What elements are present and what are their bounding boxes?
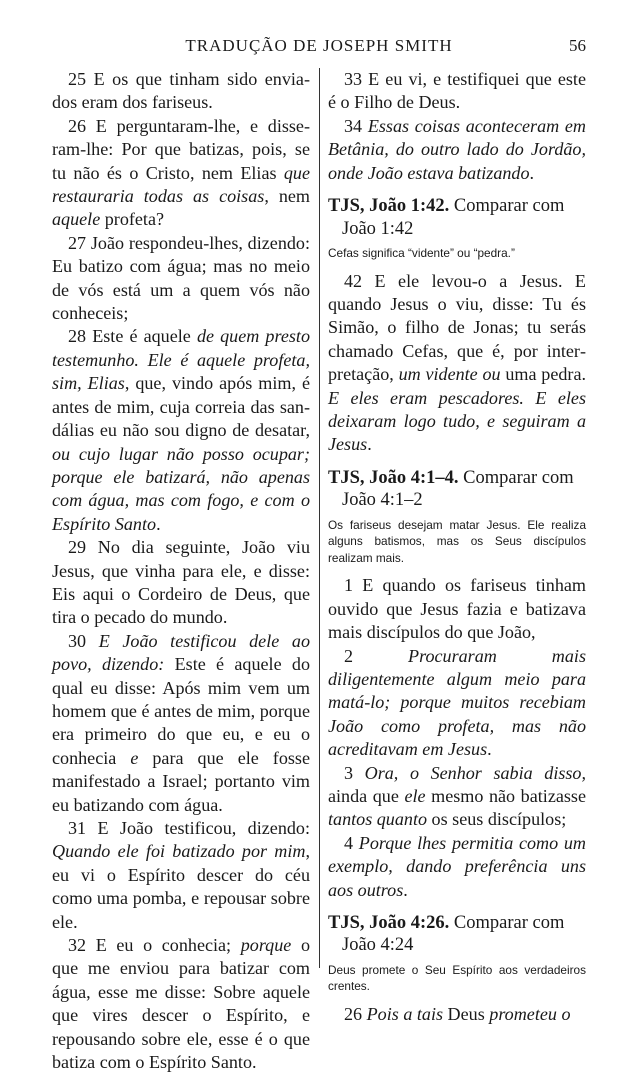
italic-text: E João testificou dele ao povo, dizendo: (52, 630, 310, 675)
italic-text: Ora, o Senhor sabia disso, (364, 762, 586, 783)
verse-paragraph (328, 762, 586, 832)
verse-paragraph (328, 574, 586, 644)
text: 29 No dia seguinte, João viu Jesus, que vinha para ele, e disse: Eis aqui o Cordeiro de Deus, que tira o pecado do mundo. (52, 537, 310, 628)
text: . (367, 434, 372, 455)
verse-paragraph (328, 645, 586, 762)
verse-paragraph (328, 1003, 586, 1026)
verse-paragraph (52, 68, 310, 115)
verse-paragraph (52, 630, 310, 817)
italic-text: Porque lhes permitia como um exemplo, dando preferência uns aos outros (328, 832, 586, 900)
text: . (529, 162, 535, 183)
section-compare: Comparar com João 4:1–2 (342, 467, 574, 511)
italic-text: prometeu o (489, 1003, 571, 1024)
text: , eu vi o Espírito descer do céu como uma pomba, e repousar sobre ele. (52, 841, 310, 932)
section-compare: Comparar com João 1:42 (342, 196, 565, 239)
verse-paragraph (328, 115, 586, 185)
section-reference: TJS, João 1:42. (328, 196, 450, 217)
text: 30 (68, 630, 99, 651)
text: , que, vindo após mim, é antes de mim, cuja correia das sandálias eu não sou digno de desatar, (52, 373, 310, 441)
text: 26 E perguntaram-lhe, e disseram-lhe: Por que batizas, pois, se tu não és o Cristo, nem Elias (52, 115, 310, 183)
text: 34 (344, 115, 368, 136)
text: . (487, 739, 492, 760)
text: 33 E eu vi, e testifiquei que este é o Filho de Deus. (328, 69, 586, 113)
text: 32 E eu o conhecia; (68, 935, 241, 956)
italic-text: porque (240, 935, 292, 956)
italic-text: Pois a tais (366, 1003, 444, 1024)
italic-text: e (130, 747, 139, 768)
text: 27 João respondeu-lhes, dizendo: Eu batizo com água; mas no meio de vós está um a quem vós não conheceis; (52, 232, 310, 324)
section-compare: Comparar com João 4:24 (342, 912, 565, 956)
section-reference: TJS, João 4:26. (328, 912, 450, 933)
text: os seus discípulos; (427, 809, 567, 830)
text: uma pedra. (500, 364, 587, 385)
text: 4 (344, 832, 359, 853)
verse-paragraph (328, 832, 586, 902)
italic-text: Procuraram mais diligentemente algum meio para matá-lo; porque muitos recebiam João como profeta, mas não acreditavam em Jesus (328, 645, 586, 760)
italic-text: ou cujo lugar não posso ocupar; porque ele batizará, não apenas com água, mas com fogo, e com o Espírito Santo (52, 443, 310, 534)
verse-paragraph (52, 325, 310, 536)
text: , nem (264, 186, 310, 207)
right-column (328, 68, 586, 1026)
text: 31 E João testificou, dizendo: (68, 818, 310, 838)
italic-text: aquele (52, 209, 101, 230)
italic-text: que restauraria todas as coisas (52, 162, 310, 207)
italic-text: Essas coisas aconteceram em Betânia, do outro lado do Jordão, onde João estava batizando (328, 115, 586, 183)
text: Este é aquele do qual eu disse: Após mim vem um homem que é antes de mim, porque era primeiro do que eu, e eu o conhecia (52, 654, 310, 768)
verse-paragraph (52, 934, 310, 1074)
italic-text: de quem presto testemunho. Ele é aquele profeta, sim, Elias (52, 326, 310, 394)
text: 2 (344, 645, 409, 666)
page-number: 56 (569, 36, 586, 55)
text: 26 (344, 1003, 367, 1024)
running-title: TRADUÇÃO DE JOSEPH SMITH (185, 36, 453, 55)
italic-text: um vidente ou (398, 364, 501, 385)
text: . (156, 513, 161, 534)
column-divider (319, 68, 320, 968)
verse-paragraph (328, 270, 586, 457)
running-header (0, 36, 638, 58)
text: profeta? (100, 209, 165, 230)
italic-text: Quando ele foi batizado por mim (52, 841, 306, 862)
section-reference: TJS, João 4:1–4. (328, 467, 459, 488)
verse-paragraph (52, 817, 310, 934)
italic-text: ele (404, 785, 426, 806)
text: 25 E os que tinham sido enviados eram dos fariseus. (52, 69, 310, 113)
text: Deus (443, 1003, 490, 1024)
italic-text: E eles eram pescadores. E eles deixaram logo tudo, e seguiram a Jesus (328, 387, 586, 455)
text: o que me enviou para batizar com água, esse me disse: Sobre aquele que vires descer o Espírito, e repousando sobre ele, esse é o que batiza com o Espírito Santo. (52, 935, 310, 1073)
text: mesmo não batizasse (425, 785, 586, 806)
verse-paragraph (52, 232, 310, 326)
italic-text: tantos quanto (328, 809, 428, 830)
verse-paragraph (52, 115, 310, 232)
text: 42 E ele levou-o a Jesus. E quando Jesus o viu, disse: Tu és Simão, o filho de Jonas; tu serás chamado Cefas, que é, por interpretação, (328, 270, 586, 385)
section-summary: Cefas significa “vidente” ou “pedra.” (328, 246, 515, 261)
section-summary: Os fariseus desejam matar Jesus. Ele realiza alguns batismos, mas os Seus discípulos realizam mais. (328, 517, 586, 565)
section-heading (328, 467, 586, 512)
section-summary: Deus promete o Seu Espírito aos verdadeiros crentes. (328, 962, 586, 994)
text: 3 (344, 762, 365, 783)
section-heading (328, 195, 586, 240)
text: . (403, 879, 408, 900)
section-heading (328, 912, 586, 957)
text: 28 Este é aquele (68, 326, 197, 347)
text: 1 E quando os fariseus tinham ouvido que Jesus fazia e batizava mais discípulos do que João, (328, 575, 586, 643)
text: para que ele fosse manifestado a Israel; portanto vim eu batizando com água. (52, 747, 310, 815)
verse-paragraph (52, 536, 310, 630)
left-column (52, 68, 310, 1074)
verse-paragraph (328, 68, 586, 115)
text: ainda que (328, 785, 405, 806)
